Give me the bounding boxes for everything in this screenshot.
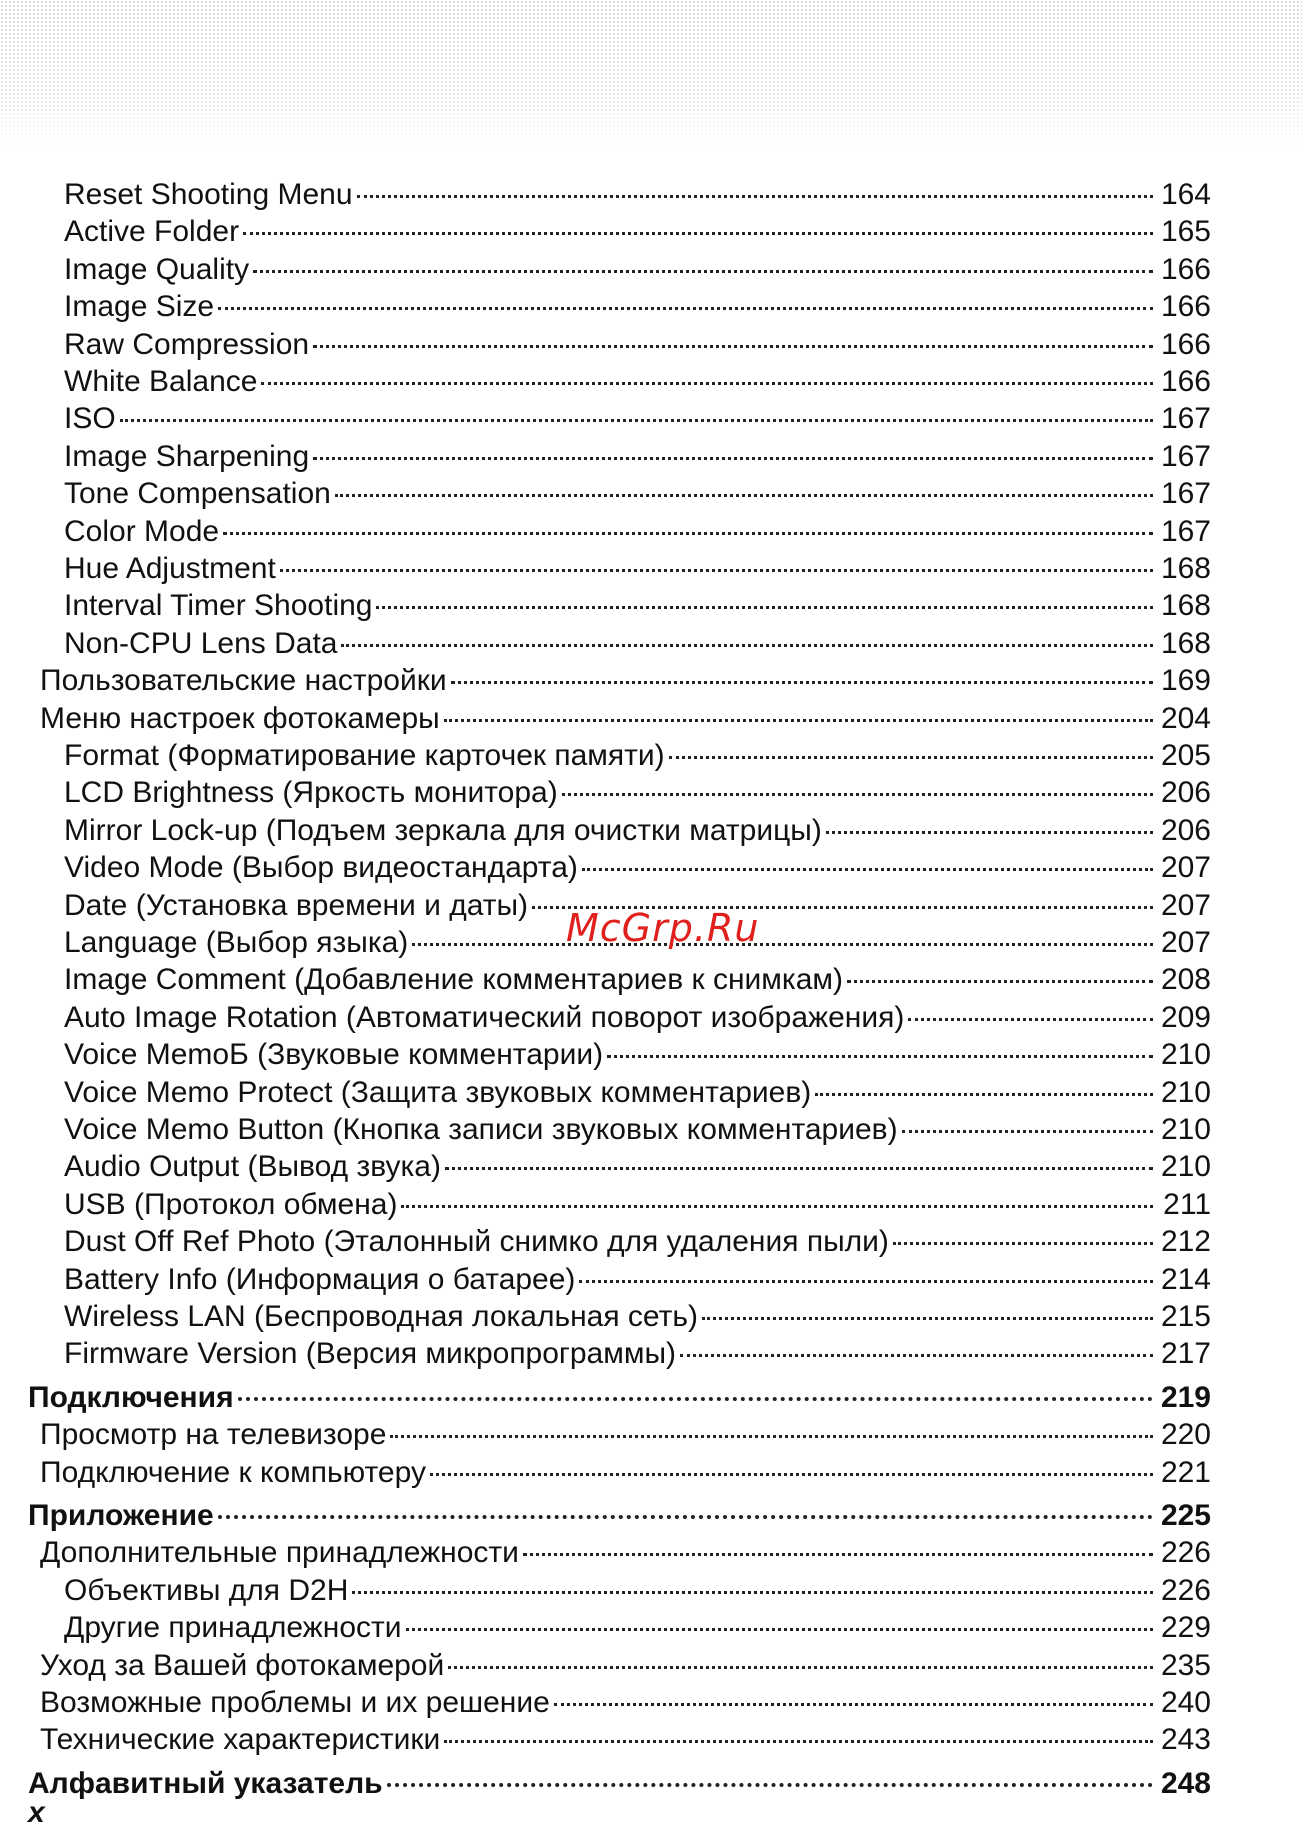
leader-dots <box>451 681 1153 684</box>
toc-entry-title: Подключение к компьютеру <box>40 1455 426 1489</box>
toc-entry-title: Voice Memo Protect (Защита звуковых комментариев) <box>64 1075 812 1109</box>
toc-entry[interactable] <box>0 1686 1302 1720</box>
toc-entry-page: 168 <box>1160 552 1211 585</box>
leader-dots <box>607 1055 1153 1058</box>
leader-dots <box>847 980 1153 983</box>
toc-entry[interactable] <box>0 1649 1302 1683</box>
toc-entry-title: Active Folder <box>64 215 240 249</box>
toc-entry-page: 225 <box>1160 1499 1211 1532</box>
toc-entry-title: Dust Off Ref Photo (Эталонный снимко для удаления пыли) <box>64 1225 889 1259</box>
toc-entry-title: Raw Compression <box>64 327 310 361</box>
toc-entry-title: Image Quality <box>64 252 250 286</box>
leader-dots <box>335 494 1153 497</box>
toc-entry-title: Auto Image Rotation (Автоматический поворот изображения) <box>64 1000 905 1034</box>
toc-entry-title: Возможные проблемы и их решение <box>40 1686 550 1719</box>
toc-entry[interactable] <box>0 290 1302 324</box>
leader-dots <box>218 307 1153 310</box>
scan-halftone-header <box>0 0 1302 150</box>
toc-entry-title: Hue Adjustment <box>64 552 276 585</box>
toc-entry-page: 220 <box>1160 1418 1211 1452</box>
toc-entry-title: Image Size <box>64 290 215 324</box>
toc-entry-page: 240 <box>1160 1686 1211 1719</box>
toc-entry-title: Format (Форматирование карточек памяти) <box>64 739 665 772</box>
leader-dots <box>261 382 1153 385</box>
toc-entry-title: ISO <box>64 402 116 436</box>
leader-dots <box>582 868 1153 871</box>
leader-dots <box>430 1473 1153 1476</box>
toc-entry-title: Подключения <box>28 1380 234 1414</box>
toc-entry[interactable] <box>0 215 1302 249</box>
leader-dots <box>223 532 1153 535</box>
toc-entry-page: 210 <box>1160 1075 1211 1109</box>
toc-entry[interactable] <box>0 589 1302 623</box>
leader-dots <box>523 1553 1153 1556</box>
toc-entry-page: 221 <box>1160 1455 1211 1489</box>
toc-entry-title: Reset Shooting Menu <box>64 178 353 211</box>
toc-entry[interactable] <box>0 963 1302 997</box>
leader-dots <box>313 457 1153 460</box>
toc-entry-title: Другие принадлежности <box>64 1611 402 1645</box>
toc-entry[interactable] <box>0 552 1302 586</box>
toc-entry-title: Приложение <box>28 1499 214 1532</box>
toc-entry-title: Date (Установка времени и даты) <box>64 888 529 922</box>
toc-entry-page: 205 <box>1160 739 1211 772</box>
toc-entry[interactable] <box>0 1456 1302 1490</box>
toc-entry-title: Меню настроек фотокамеры <box>40 701 440 735</box>
toc-entry[interactable] <box>0 1723 1302 1757</box>
toc-entry-title: Image Comment (Добавление комментариев к снимкам) <box>64 963 844 997</box>
toc-entry[interactable] <box>0 739 1302 773</box>
leader-dots <box>313 345 1153 348</box>
leader-dots <box>554 1703 1153 1706</box>
leader-dots <box>218 1515 1153 1519</box>
leader-dots <box>238 1397 1153 1401</box>
toc-entry[interactable] <box>0 1300 1302 1334</box>
leader-dots <box>412 943 1153 946</box>
toc-entry-page: 217 <box>1160 1337 1211 1371</box>
toc-entry-page: 235 <box>1160 1648 1211 1682</box>
toc-entry-title: Дополнительные принадлежности <box>40 1536 519 1570</box>
toc-entry-page: 206 <box>1160 813 1211 847</box>
toc-entry-title: Объективы для D2H <box>64 1573 349 1607</box>
toc-entry-page: 208 <box>1160 963 1211 997</box>
toc-entry-title: Battery Info (Информация о батарее) <box>64 1262 576 1296</box>
toc-entry-title: Технические характеристики <box>40 1723 441 1757</box>
toc-entry-page: 207 <box>1160 888 1211 922</box>
toc-entry-page: 210 <box>1160 1113 1211 1146</box>
toc-entry-page: 206 <box>1160 776 1211 810</box>
toc-entry[interactable] <box>0 851 1302 885</box>
toc-entry[interactable] <box>0 178 1302 212</box>
leader-dots <box>390 1435 1153 1438</box>
toc-entry[interactable] <box>0 627 1302 661</box>
toc-entry-title: USB (Протокол обмена) <box>64 1187 398 1221</box>
toc-entry[interactable] <box>0 515 1302 549</box>
leader-dots <box>893 1242 1153 1245</box>
toc-entry-title: Color Mode <box>64 514 220 548</box>
toc-entry-page: 226 <box>1160 1573 1211 1607</box>
toc-entry-title: Audio Output (Вывод звука) <box>64 1150 441 1184</box>
toc-entry[interactable] <box>0 1188 1302 1222</box>
toc-entry-title: Mirror Lock-up (Подъем зеркала для очистки матрицы) <box>64 813 822 847</box>
toc-entry[interactable] <box>0 1418 1302 1452</box>
leader-dots <box>448 1666 1153 1669</box>
toc-entry-title: Voice Memo Button (Кнопка записи звуковых комментариев) <box>64 1113 898 1146</box>
toc-entry[interactable] <box>0 1767 1302 1801</box>
leader-dots <box>826 831 1153 834</box>
toc-entry-title: Non-CPU Lens Data <box>64 626 338 660</box>
toc-entry-title: Tone Compensation <box>64 477 331 511</box>
toc-entry[interactable] <box>0 814 1302 848</box>
toc-entry-title: Image Sharpening <box>64 439 310 473</box>
leader-dots <box>902 1130 1153 1133</box>
leader-dots <box>253 270 1153 273</box>
toc-entry[interactable] <box>0 1076 1302 1110</box>
toc-entry-page: 164 <box>1160 178 1211 211</box>
toc-entry[interactable] <box>0 776 1302 810</box>
leader-dots <box>702 1317 1153 1320</box>
toc-entry-page: 212 <box>1160 1225 1211 1259</box>
toc-entry[interactable] <box>0 328 1302 362</box>
toc-entry[interactable] <box>0 1225 1302 1259</box>
leader-dots <box>357 195 1153 198</box>
toc-entry-page: 165 <box>1160 215 1211 249</box>
toc-entry-page: 168 <box>1160 626 1211 660</box>
toc-entry-page: 226 <box>1160 1536 1211 1570</box>
toc-entry[interactable] <box>0 1150 1302 1184</box>
toc-entry[interactable] <box>0 702 1302 736</box>
toc-entry-page: 166 <box>1160 365 1211 398</box>
toc-entry-title: White Balance <box>64 365 258 398</box>
toc-entry-page: 167 <box>1160 514 1211 548</box>
toc-entry[interactable] <box>0 1381 1302 1415</box>
toc-entry-page: 243 <box>1160 1723 1211 1757</box>
toc-entry-page: 166 <box>1160 252 1211 286</box>
toc-entry-page: 167 <box>1160 402 1211 436</box>
toc-entry-page: 215 <box>1160 1300 1211 1333</box>
toc-entry-page: 210 <box>1160 1038 1211 1072</box>
toc-entry[interactable] <box>0 1337 1302 1371</box>
toc-entry-title: Просмотр на телевизоре <box>40 1418 387 1452</box>
page-folio: x <box>28 1796 45 1829</box>
leader-dots <box>243 232 1153 235</box>
toc-entry[interactable] <box>0 1113 1302 1147</box>
toc-entry-page: 169 <box>1160 664 1211 698</box>
toc-entry-page: 207 <box>1160 851 1211 885</box>
toc-entry-page: 204 <box>1160 701 1211 735</box>
toc-entry-title: Уход за Вашей фотокамерой <box>40 1648 445 1682</box>
toc-entry[interactable] <box>0 365 1302 399</box>
toc-entry[interactable] <box>0 1038 1302 1072</box>
toc-entry-page: 167 <box>1160 477 1211 511</box>
toc-entry[interactable] <box>0 664 1302 698</box>
toc-entry[interactable] <box>0 1001 1302 1035</box>
leader-dots <box>376 606 1153 609</box>
toc-entry-page: 166 <box>1160 327 1211 361</box>
toc-entry[interactable] <box>0 1536 1302 1570</box>
toc-entry[interactable] <box>0 1499 1302 1533</box>
toc-entry-page: 168 <box>1160 589 1211 623</box>
toc-entry-page: 207 <box>1160 926 1211 959</box>
toc-entry-title: Wireless LAN (Беспроводная локальная сеть) <box>64 1300 698 1333</box>
toc-entry-title: Video Mode (Выбор видеостандарта) <box>64 851 578 885</box>
toc-entry[interactable] <box>0 402 1302 436</box>
toc-entry-title: Voice MemoБ (Звуковые комментарии) <box>64 1038 604 1072</box>
toc-entry-title: Алфавитный указатель <box>28 1766 383 1800</box>
leader-dots <box>444 719 1153 722</box>
leader-dots <box>352 1591 1153 1594</box>
leader-dots <box>406 1628 1154 1631</box>
toc-entry[interactable] <box>0 477 1302 511</box>
toc-entry-title: Пользовательские настройки <box>40 664 447 698</box>
toc-entry-page: 211 <box>1163 1187 1211 1221</box>
leader-dots <box>120 419 1153 422</box>
toc-entry[interactable] <box>0 440 1302 474</box>
toc-entry-title: LCD Brightness (Яркость монитора) <box>64 776 558 810</box>
toc-entry[interactable] <box>0 1574 1302 1608</box>
leader-dots <box>680 1354 1153 1357</box>
watermark: McGrp.Ru <box>566 906 760 950</box>
toc-entry-page: 209 <box>1160 1000 1211 1034</box>
toc-entry-page: 210 <box>1160 1150 1211 1184</box>
leader-dots <box>815 1093 1153 1096</box>
leader-dots <box>387 1783 1153 1787</box>
leader-dots <box>445 1167 1153 1170</box>
leader-dots <box>280 569 1153 572</box>
toc-entry-page: 214 <box>1160 1262 1211 1296</box>
toc-entry-page: 219 <box>1160 1380 1211 1414</box>
leader-dots <box>669 756 1153 759</box>
leader-dots <box>401 1205 1153 1208</box>
toc-entry-page: 166 <box>1160 290 1211 324</box>
toc-entry-page: 229 <box>1160 1611 1211 1645</box>
leader-dots <box>341 644 1153 647</box>
toc-entry[interactable] <box>0 1263 1302 1297</box>
toc-entry[interactable] <box>0 1611 1302 1645</box>
toc-entry-title: Firmware Version (Версия микропрограммы) <box>64 1337 677 1371</box>
toc-entry-page: 248 <box>1160 1766 1211 1800</box>
toc-entry[interactable] <box>0 253 1302 287</box>
leader-dots <box>908 1018 1153 1021</box>
toc-entry-title: Language (Выбор языка) <box>64 926 409 959</box>
leader-dots <box>562 793 1153 796</box>
toc-entry-title: Interval Timer Shooting <box>64 589 373 623</box>
leader-dots <box>444 1740 1153 1743</box>
leader-dots <box>579 1280 1153 1283</box>
toc-entry-page: 167 <box>1160 439 1211 473</box>
